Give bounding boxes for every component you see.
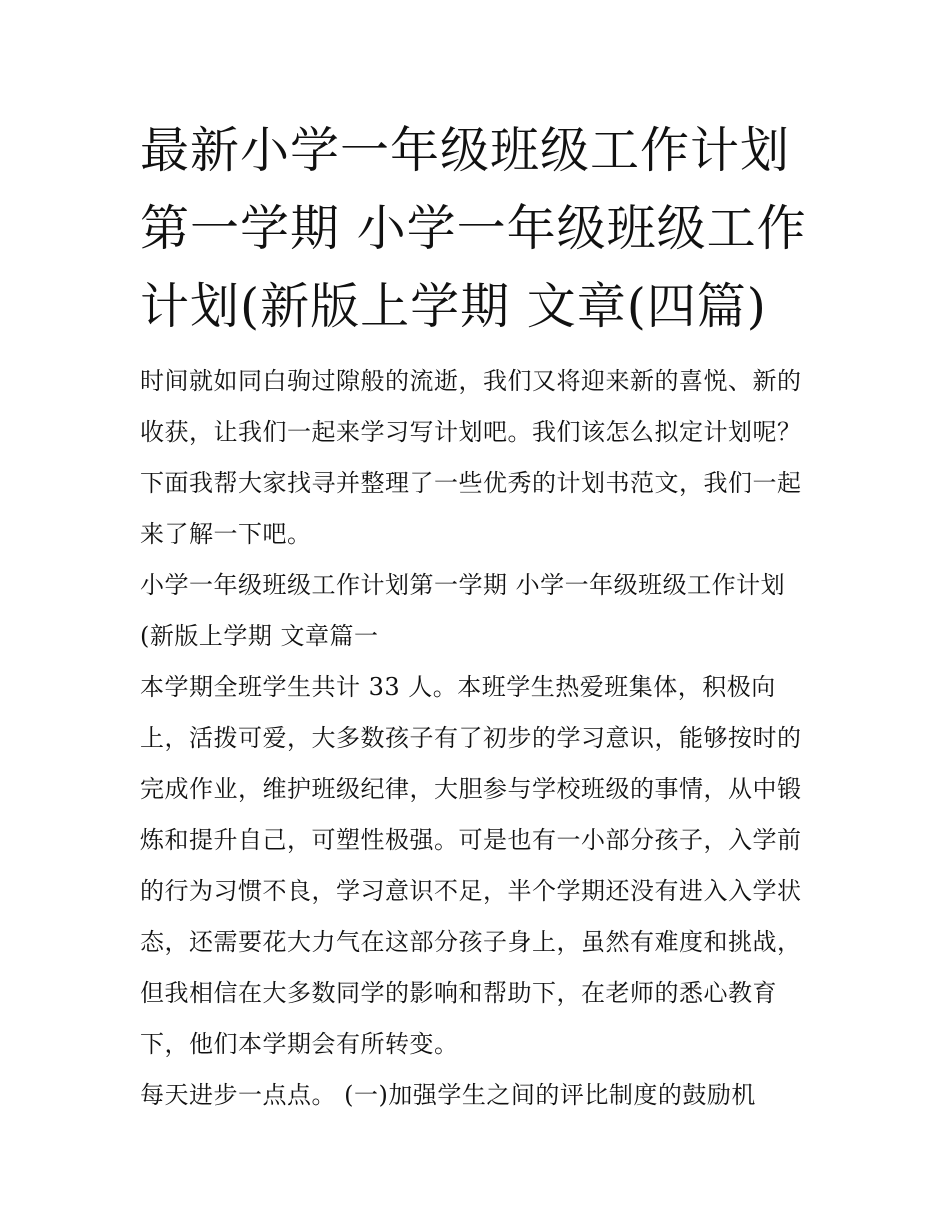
title-line: 最新小学一年级班级工作计划 (140, 122, 791, 179)
text-line: (新版上学期 文章篇一 (140, 622, 379, 650)
text-line: 时间就如同白驹过隙般的流逝，我们又将迎来新的喜悦、新的 (140, 367, 802, 395)
text-line: 完成作业，维护班级纪律，大胆参与学校班级的事情，从中锻 (140, 775, 802, 803)
text-line: 下面我帮大家找寻并整理了一些优秀的计划书范文，我们一起 (140, 469, 802, 497)
text-line: 本学期全班学生共计 33 人。本班学生热爱班集体，积极向 (140, 673, 776, 701)
text-line: 炼和提升自己，可塑性极强。可是也有一小部分孩子，入学前 (140, 826, 802, 854)
intro-paragraph (140, 356, 830, 560)
title-line: 计划(新版上学期 文章(四篇) (140, 278, 767, 335)
text-line: 态，还需要花大力气在这部分孩子身上，虽然有难度和挑战， (140, 928, 802, 956)
class-overview-paragraph (140, 662, 830, 1070)
document-title (140, 112, 830, 346)
text-line: 收获，让我们一起来学习写计划吧。我们该怎么拟定计划呢？ (140, 418, 802, 446)
title-line: 第一学期 小学一年级班级工作 (140, 200, 807, 257)
document-body (140, 356, 830, 1121)
text-line: 下，他们本学期会有所转变。 (140, 1030, 459, 1058)
text-line: 每天进步一点点。 (一)加强学生之间的评比制度的鼓励机 (140, 1081, 756, 1109)
next-paragraph (140, 1070, 830, 1121)
text-line: 但我相信在大多数同学的影响和帮助下，在老师的悉心教育 (140, 979, 777, 1007)
section-heading (140, 560, 830, 662)
text-line: 上，活拨可爱，大多数孩子有了初步的学习意识，能够按时的 (140, 724, 802, 752)
text-line: 小学一年级班级工作计划第一学期 小学一年级班级工作计划 (140, 571, 786, 599)
text-line: 的行为习惯不良，学习意识不足，半个学期还没有进入入学状 (140, 877, 802, 905)
text-line: 来了解一下吧。 (140, 520, 312, 548)
